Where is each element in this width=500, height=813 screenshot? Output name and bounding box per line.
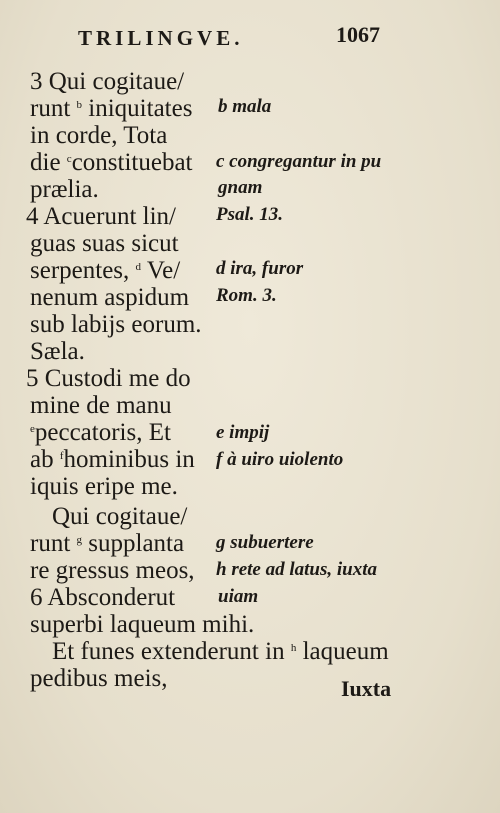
text-line: $^e$peccatoris, Et bbox=[30, 419, 171, 446]
text-line: Et funes extenderunt in $^h$ laqueum bbox=[52, 638, 389, 665]
text-line: sub labijs eorum. bbox=[30, 311, 202, 338]
margin-note: e impij bbox=[216, 422, 270, 443]
margin-note: uiam bbox=[218, 586, 259, 607]
text-line: runt $^b$ iniquitates bbox=[30, 95, 193, 122]
margin-note: gnam bbox=[218, 177, 263, 198]
margin-note: Psal. 13. bbox=[216, 204, 284, 225]
text-line: in corde, Tota bbox=[30, 122, 168, 149]
text-line: iquis eripe me. bbox=[30, 473, 178, 500]
text-line: 4 Acuerunt lin/ bbox=[26, 203, 176, 230]
margin-note: d ira, furor bbox=[216, 258, 304, 279]
margin-note: b mala bbox=[218, 96, 272, 117]
text-line: runt $^g$ supplanta bbox=[30, 530, 185, 557]
catchword: Iuxta bbox=[341, 676, 392, 701]
text-line: mine de manu bbox=[30, 392, 172, 419]
page-number: 1067 bbox=[336, 22, 380, 47]
text-line: re gressus meos, bbox=[30, 557, 195, 584]
text-line: guas suas sicut bbox=[30, 230, 179, 257]
margin-note: c congregantur in pu bbox=[216, 151, 382, 172]
text-line: 5 Custodi me do bbox=[26, 365, 191, 392]
margin-note: f à uiro uiolento bbox=[216, 449, 344, 470]
text-line: superbi laqueum mihi. bbox=[30, 611, 255, 638]
text-line: nenum aspidum bbox=[30, 284, 190, 311]
text-line: serpentes, $^d$ Ve/ bbox=[30, 257, 181, 284]
text-line: prælia. bbox=[30, 176, 99, 203]
text-line: Sæla. bbox=[30, 338, 85, 365]
margin-note: h rete ad latus, iuxta bbox=[216, 559, 377, 580]
text-line: 6 Absconderut bbox=[30, 584, 176, 611]
text-line: die $^c$constituebat bbox=[30, 149, 193, 176]
margin-note: Rom. 3. bbox=[216, 285, 277, 306]
margin-note: g subuertere bbox=[216, 532, 314, 553]
text-line: Qui cogitaue/ bbox=[52, 503, 188, 530]
text-line: ab $^f$hominibus in bbox=[30, 446, 195, 473]
text-line: 3 Qui cogitaue/ bbox=[30, 68, 185, 95]
running-head: TRILINGVE. bbox=[78, 26, 244, 50]
text-line: pedibus meis, bbox=[30, 665, 168, 692]
